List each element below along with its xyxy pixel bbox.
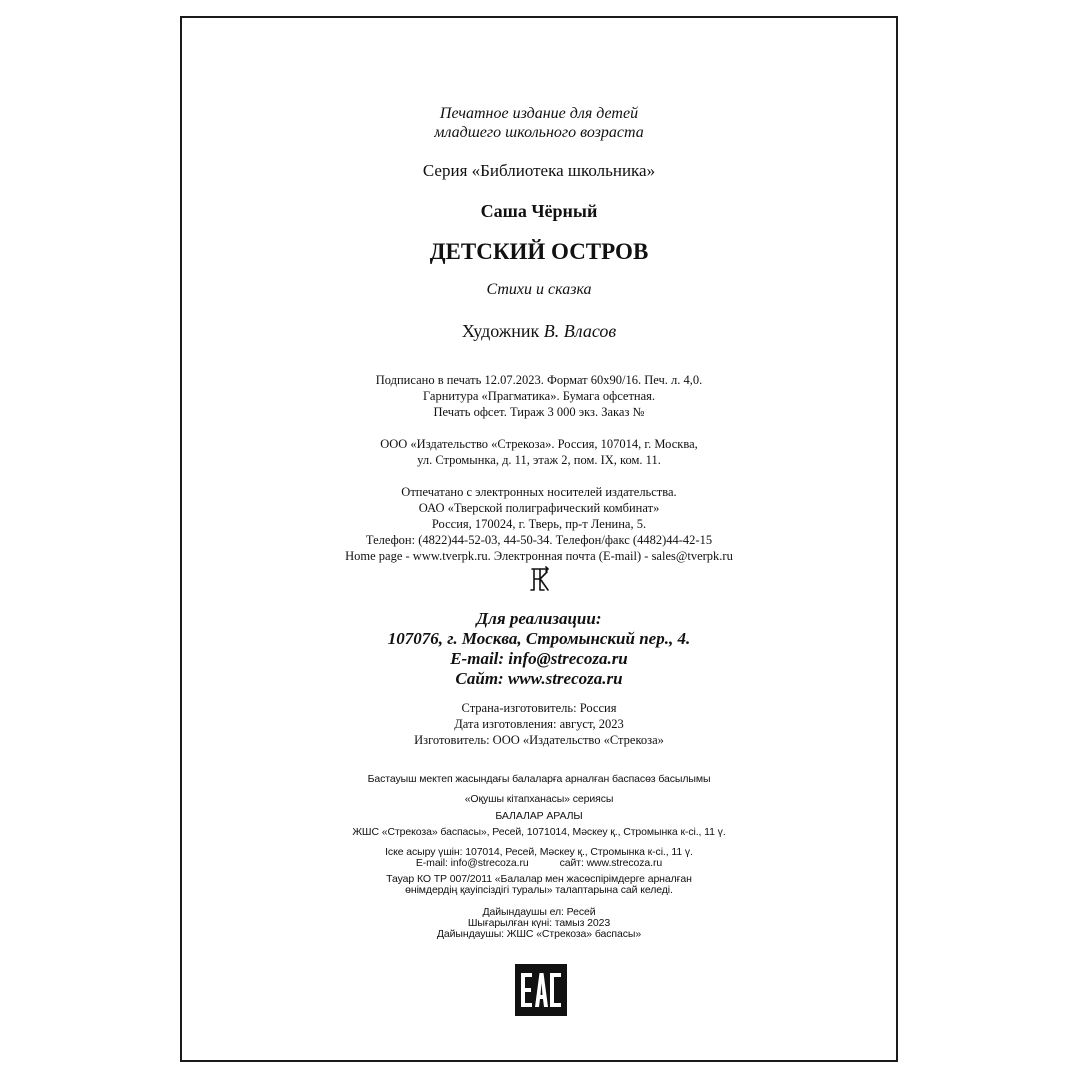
kz-line-7: Тауар КО ТР 007/2011 «Балалар мен жасөспірімдерге арналған [386, 873, 692, 885]
kz-line-11: Дайындаушы: ЖШС «Стрекоза» баспасы» [436, 928, 642, 940]
author-name: Саша Чёрный [480, 201, 598, 221]
print-info-line-3: Печать офсет. Тираж 3 000 экз. Заказ № [433, 405, 645, 419]
manufacturer-country: Страна-изготовитель: Россия [461, 701, 617, 715]
printer-line-5: Home page - www.tverpk.ru. Электронная почта (E-mail) - sales@tverpk.ru [345, 549, 733, 563]
audience-line-2: младшего школьного возраста [434, 124, 644, 141]
printer-monogram-icon [528, 566, 552, 594]
kz-line-2: «Оқушы кітапханасы» сериясы [464, 793, 614, 805]
book-title: ДЕТСКИЙ ОСТРОВ [429, 239, 649, 264]
book-subtitle: Стихи и сказка [486, 281, 592, 298]
illustrator-name: В. Власов [543, 321, 617, 341]
manufacturer-name: Изготовитель: ООО «Издательство «Стрекоза» [414, 733, 664, 747]
kz-line-8: өнімдердің қауіпсіздігі туралы» талаптарына сай келеді. [405, 884, 673, 896]
kz-line-6: E-mail: info@strecoza.ru сайт: www.strecoza.ru [415, 857, 663, 869]
audience-line-1: Печатное издание для детей [439, 105, 639, 122]
sales-site: Сайт: www.strecoza.ru [455, 669, 623, 688]
printer-line-2: ОАО «Тверской полиграфический комбинат» [418, 501, 660, 515]
print-info-line-2: Гарнитура «Прагматика». Бумага офсетная. [422, 389, 656, 403]
print-info-line-1: Подписано в печать 12.07.2023. Формат 60х90/16. Печ. л. 4,0. [375, 373, 703, 387]
printer-line-4: Телефон: (4822)44-52-03, 44-50-34. Телефон/факс (4482)44-42-15 [365, 533, 713, 547]
eac-conformity-icon [515, 964, 567, 1016]
printer-line-3: Россия, 170024, г. Тверь, пр-т Ленина, 5. [431, 517, 647, 531]
printer-line-1: Отпечатано с электронных носителей издательства. [401, 485, 677, 499]
sales-address: 107076, г. Москва, Стромынский пер., 4. [387, 629, 691, 648]
kz-line-3: БАЛАЛАР АРАЛЫ [495, 810, 583, 822]
kz-line-9: Дайындаушы ел: Ресей [482, 906, 596, 918]
illustrator-label: Художник [461, 321, 540, 341]
kz-line-10: Шығарылған күні: тамыз 2023 [467, 917, 611, 929]
publisher-line-1: ООО «Издательство «Стрекоза». Россия, 107014, г. Москва, [380, 437, 698, 451]
publisher-line-2: ул. Стромынка, д. 11, этаж 2, пом. IX, ком. 11. [417, 453, 661, 467]
kz-line-1: Бастауыш мектеп жасындағы балаларға арналған баспасөз басылымы [367, 773, 711, 785]
manufacturer-date: Дата изготовления: август, 2023 [454, 717, 624, 731]
illustrator-line [182, 322, 896, 340]
sales-heading: Для реализации: [476, 609, 602, 628]
kz-line-4: ЖШС «Стрекоза» баспасы», Ресей, 1071014, Мәскеу қ., Стромынка к-сі., 11 ү. [352, 826, 726, 838]
sales-email: E-mail: info@strecoza.ru [450, 649, 628, 668]
imprint-page [180, 16, 898, 1062]
kz-line-5: Іске асыру үшін: 107014, Ресей, Мәскеу қ., Стромынка к-сі., 11 ү. [385, 846, 693, 858]
series-label: Серия «Библиотека школьника» [422, 161, 656, 180]
